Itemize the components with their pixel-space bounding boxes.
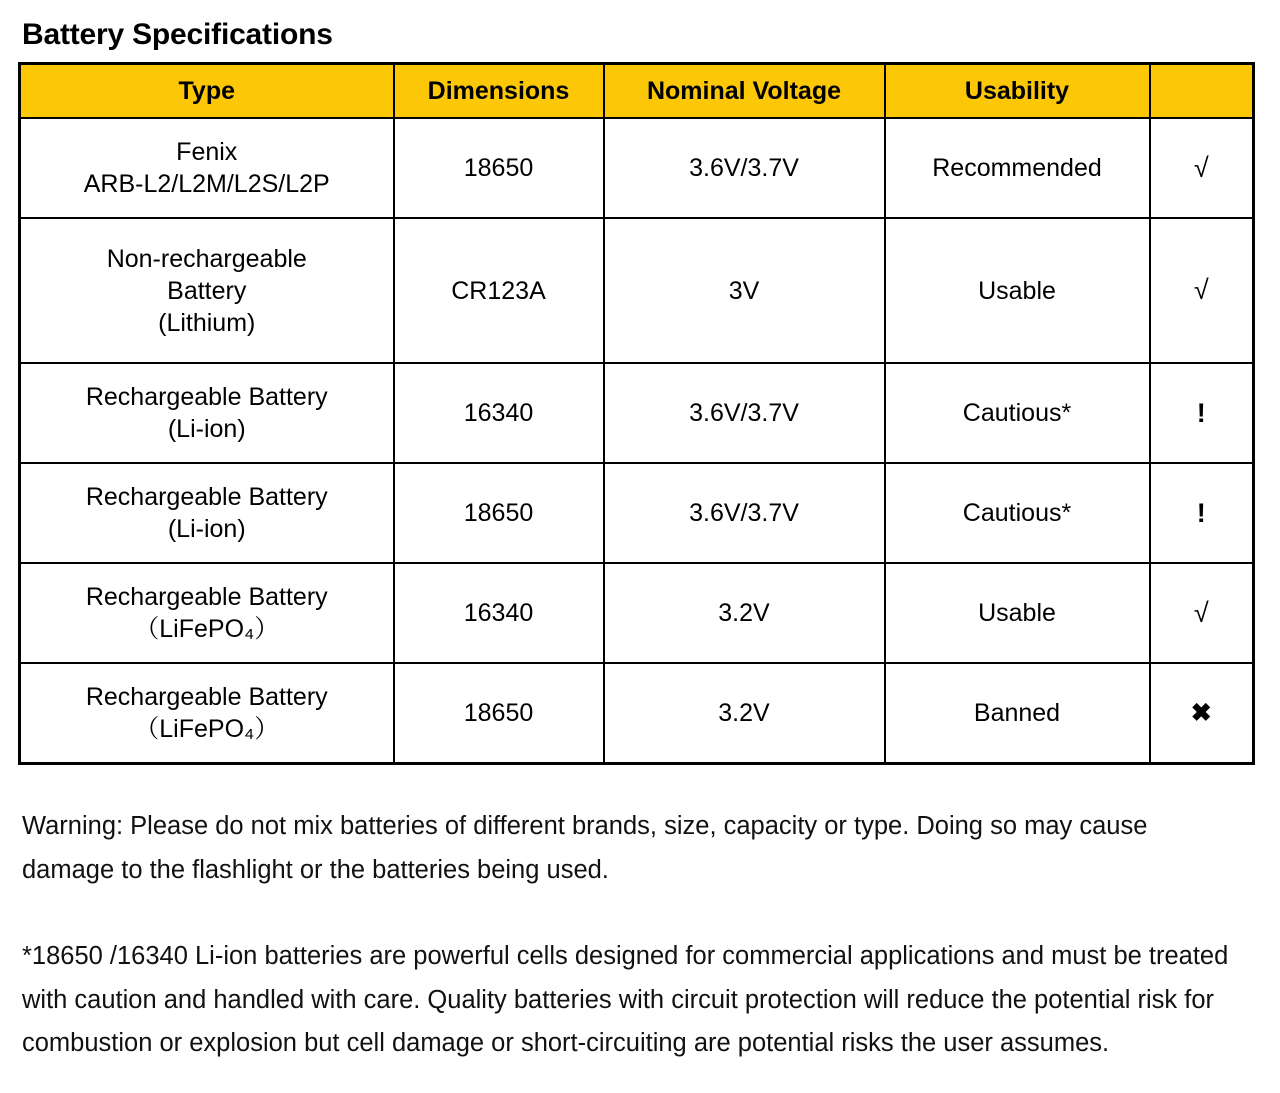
cell-type xyxy=(20,118,394,218)
cell-type xyxy=(20,563,394,663)
cell-type xyxy=(20,363,394,463)
check-mark-icon: √ xyxy=(1193,152,1209,183)
cell-type xyxy=(20,663,394,764)
cell-usability: Recommended xyxy=(885,118,1150,218)
table-row xyxy=(20,463,1254,563)
cell-mark xyxy=(1150,563,1254,663)
cell-mark xyxy=(1150,118,1254,218)
cell-mark xyxy=(1150,363,1254,463)
table-body xyxy=(20,118,1254,764)
cell-usability: Usable xyxy=(885,563,1150,663)
cell-usability: Cautious* xyxy=(885,363,1150,463)
cell-dimensions: CR123A xyxy=(394,218,604,363)
table-row xyxy=(20,563,1254,663)
cell-dimensions: 16340 xyxy=(394,363,604,463)
table-row xyxy=(20,663,1254,764)
cell-dimensions: 18650 xyxy=(394,118,604,218)
column-header-mark xyxy=(1150,64,1254,119)
table-header-row xyxy=(20,64,1254,119)
table-header xyxy=(20,64,1254,119)
cell-mark xyxy=(1150,463,1254,563)
cell-type xyxy=(20,463,394,563)
footnote-text: *18650 /16340 Li-ion batteries are powerful cells designed for commercial applications and must be treated with caution and handled with care. Quality batteries with circuit protection will reduce the potential risk for combustion or explosion but cell damage or short-circuiting are potential risks the user assumes. xyxy=(22,941,1229,1058)
cell-usability: Usable xyxy=(885,218,1150,363)
type-line-1: Rechargeable Battery xyxy=(85,483,328,511)
cell-voltage: 3.2V xyxy=(604,663,885,764)
check-mark-icon: √ xyxy=(1193,275,1209,306)
cell-dimensions: 18650 xyxy=(394,463,604,563)
check-mark-icon: √ xyxy=(1193,597,1209,628)
column-header-dimensions: Dimensions xyxy=(394,64,604,119)
cell-dimensions: 16340 xyxy=(394,563,604,663)
type-line-2: （LiFePO₄） xyxy=(134,615,280,643)
page-title: Battery Specifications xyxy=(22,18,333,51)
type-line-2: (Li-ion) xyxy=(167,415,246,443)
notes-section xyxy=(22,805,1237,1066)
battery-specifications-table xyxy=(18,62,1255,765)
type-line-1: Non-rechargeable xyxy=(106,244,307,273)
type-line-2: Battery xyxy=(167,276,247,305)
exclamation-mark-icon: ! xyxy=(1196,397,1206,428)
cell-voltage: 3.6V/3.7V xyxy=(604,363,885,463)
type-line-2: （LiFePO₄） xyxy=(134,715,280,743)
column-header-type: Type xyxy=(20,64,394,119)
cell-voltage: 3.6V/3.7V xyxy=(604,463,885,563)
column-header-usability: Usability xyxy=(885,64,1150,119)
type-line-1: Rechargeable Battery xyxy=(85,583,328,611)
cell-mark xyxy=(1150,218,1254,363)
type-line-2: ARB-L2/L2M/L2S/L2P xyxy=(83,170,330,198)
type-line-3: (Lithium) xyxy=(158,308,256,337)
cell-type xyxy=(20,218,394,363)
cell-mark xyxy=(1150,663,1254,764)
type-line-1: Fenix xyxy=(176,138,238,166)
cell-voltage: 3.2V xyxy=(604,563,885,663)
type-line-1: Rechargeable Battery xyxy=(85,683,328,711)
type-line-1: Rechargeable Battery xyxy=(85,383,328,411)
table-row xyxy=(20,118,1254,218)
cross-mark-icon: ✖ xyxy=(1190,699,1212,727)
cell-voltage: 3V xyxy=(604,218,885,363)
exclamation-mark-icon: ! xyxy=(1196,497,1206,528)
cell-voltage: 3.6V/3.7V xyxy=(604,118,885,218)
cell-usability: Cautious* xyxy=(885,463,1150,563)
column-header-nominal-voltage: Nominal Voltage xyxy=(604,64,885,119)
table-row xyxy=(20,218,1254,363)
cell-usability: Banned xyxy=(885,663,1150,764)
table-row xyxy=(20,363,1254,463)
warning-text: Warning: Please do not mix batteries of different brands, size, capacity or type. Doing so may cause damage to the flashlight or the batteries being used. xyxy=(22,812,1148,884)
type-line-2: (Li-ion) xyxy=(167,515,246,543)
cell-dimensions: 18650 xyxy=(394,663,604,764)
